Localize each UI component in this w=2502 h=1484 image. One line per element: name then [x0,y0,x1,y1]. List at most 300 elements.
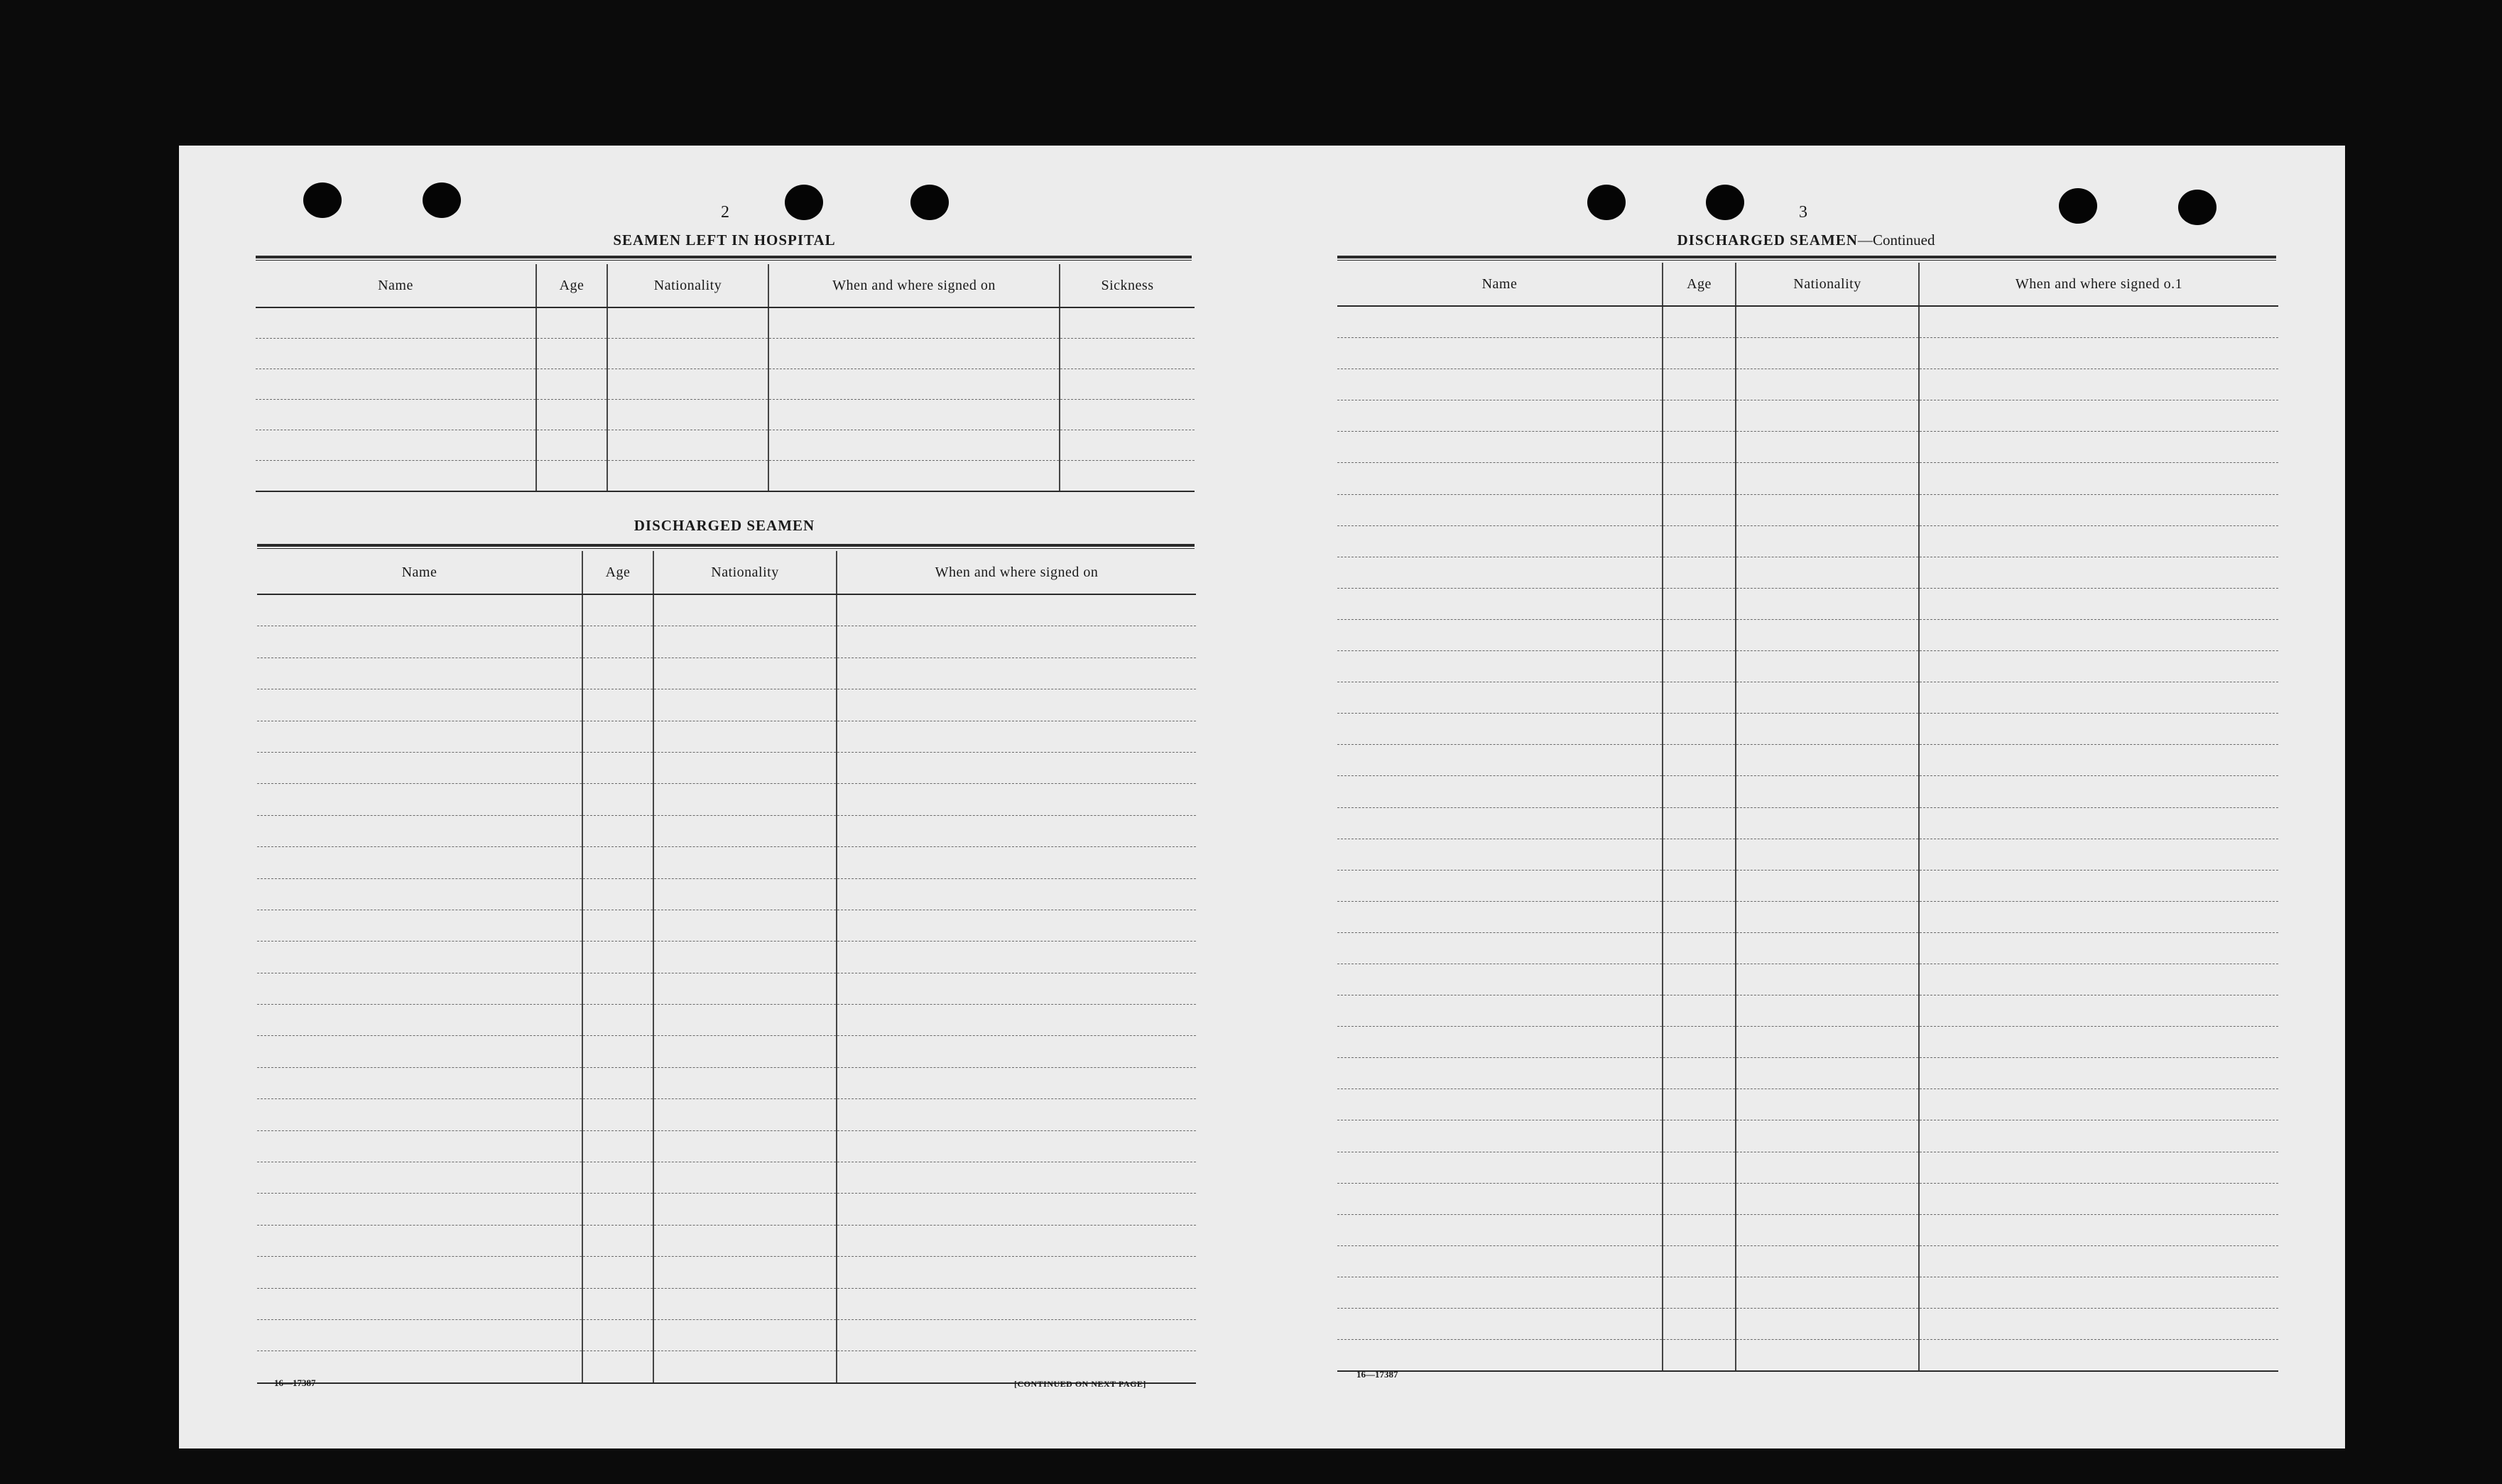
blank-cell [653,1288,837,1319]
blank-cell [257,594,582,626]
blank-cell [1663,1214,1736,1245]
table-row [1337,1152,2278,1183]
blank-cell [837,878,1196,910]
blank-cell [1736,714,1919,745]
blank-cell [1663,588,1736,619]
blank-cell [1337,901,1663,932]
discharged-section-title: DISCHARGED SEAMEN [633,517,815,534]
table-row [257,878,1196,910]
blank-cell [1919,1089,2278,1120]
blank-cell [257,1225,582,1256]
blank-cell [607,430,768,461]
blank-cell [257,752,582,783]
blank-cell [1736,338,1919,369]
blank-cell [1337,995,1663,1027]
table-row [1337,432,2278,463]
table-row [1337,1183,2278,1214]
table-row [257,1288,1196,1319]
blank-cell [1736,807,1919,839]
table-row [1337,1089,2278,1120]
blank-cell [1919,745,2278,776]
blank-cell [1663,369,1736,400]
blank-cell [1919,1152,2278,1183]
blank-cell [653,1099,837,1130]
blank-cell [536,461,607,492]
blank-cell [1919,964,2278,995]
blank-cell [1337,1214,1663,1245]
blank-cell [582,878,653,910]
blank-cell [582,1194,653,1225]
blank-cell [1919,682,2278,714]
blank-cell [653,721,837,752]
blank-cell [1337,1277,1663,1308]
blank-cell [1736,1152,1919,1183]
blank-cell [257,878,582,910]
blank-cell [1919,870,2278,901]
blank-cell [653,1319,837,1351]
blank-cell [257,1194,582,1225]
blank-cell [1736,1340,1919,1372]
blank-cell [1663,964,1736,995]
col-header-name: Name [257,551,582,594]
blank-cell [1736,1089,1919,1120]
blank-cell [1736,588,1919,619]
blank-cell [1663,995,1736,1027]
blank-cell [536,369,607,400]
col-header-nationality: Nationality [1736,263,1919,306]
blank-cell [1736,932,1919,964]
blank-cell [1663,1277,1736,1308]
blank-cell [1919,1120,2278,1152]
blank-cell [257,1005,582,1036]
table-row [1337,901,2278,932]
blank-cell [1736,1214,1919,1245]
blank-cell [837,1319,1196,1351]
table-row [1337,995,2278,1027]
blank-cell [768,430,1060,461]
table-row [1337,1120,2278,1152]
punch-hole [1587,185,1626,220]
table-row [1337,1309,2278,1340]
table-row [256,400,1195,430]
blank-cell [1919,1027,2278,1058]
table-row [257,1162,1196,1194]
blank-cell [1919,932,2278,964]
col-header-age: Age [536,264,607,307]
blank-cell [1663,557,1736,588]
blank-cell [837,752,1196,783]
col-header-signed-on: When and where signed on [837,551,1196,594]
page-number-right: 3 [1799,203,1807,222]
discharged-continued-title [1337,231,2275,249]
table-row [257,942,1196,973]
blank-cell [1337,964,1663,995]
blank-cell [1919,557,2278,588]
blank-cell [257,1067,582,1098]
table-row [257,1194,1196,1225]
table-row [1337,1214,2278,1245]
table-row [1337,807,2278,839]
col-header-name: Name [1337,263,1663,306]
blank-cell [1919,1340,2278,1372]
table-row [257,689,1196,721]
blank-cell [536,430,607,461]
blank-cell [653,1225,837,1256]
blank-cell [653,752,837,783]
blank-cell [1663,1183,1736,1214]
table-row [257,1067,1196,1098]
punch-hole [2178,190,2217,225]
table-row [257,1130,1196,1162]
table-row [1337,463,2278,494]
table-row [257,658,1196,689]
blank-cell [1663,306,1736,338]
blank-cell [653,1351,837,1383]
blank-cell [256,369,536,400]
blank-cell [1663,619,1736,650]
blank-cell [1736,776,1919,807]
blank-cell [257,910,582,941]
page-number-left: 2 [721,203,729,222]
table-row [1337,1340,2278,1372]
table-row [1337,839,2278,870]
blank-cell [1736,525,1919,557]
blank-cell [257,1257,582,1288]
blank-cell [1736,1183,1919,1214]
blank-cell [1919,369,2278,400]
table-row [1337,776,2278,807]
blank-cell [1663,1027,1736,1058]
table-row [1337,369,2278,400]
blank-cell [256,400,536,430]
blank-cell [257,815,582,846]
blank-cell [1337,369,1663,400]
blank-cell [1060,430,1195,461]
blank-cell [1919,1058,2278,1089]
punch-hole [2059,188,2097,224]
blank-cell [768,461,1060,492]
table-row [1337,557,2278,588]
blank-cell [1736,1120,1919,1152]
blank-cell [1337,1245,1663,1277]
blank-cell [257,1319,582,1351]
blank-cell [1736,995,1919,1027]
blank-cell [257,784,582,815]
blank-cell [1919,306,2278,338]
blank-cell [1337,1089,1663,1120]
blank-cell [582,1257,653,1288]
blank-cell [1736,745,1919,776]
table-row [256,430,1195,461]
hospital-top-rule [256,256,1192,261]
blank-cell [607,307,768,339]
table-row [257,784,1196,815]
table-row [1337,964,2278,995]
table-row [1337,714,2278,745]
blank-cell [582,784,653,815]
blank-cell [582,626,653,658]
blank-cell [257,1036,582,1067]
blank-cell [837,689,1196,721]
table-row [1337,494,2278,525]
table-row [256,339,1195,369]
hospital-table [256,264,1195,492]
blank-cell [837,1130,1196,1162]
table-row [1337,588,2278,619]
blank-cell [1919,651,2278,682]
blank-cell [837,815,1196,846]
blank-cell [1736,1027,1919,1058]
table-row [1337,306,2278,338]
col-header-nationality: Nationality [607,264,768,307]
table-row [256,369,1195,400]
blank-cell [837,1005,1196,1036]
table-row [257,1225,1196,1256]
blank-cell [582,1351,653,1383]
blank-cell [1337,1309,1663,1340]
blank-cell [768,369,1060,400]
section-title-text: DISCHARGED SEAMEN [1677,231,1858,249]
blank-cell [653,973,837,1004]
blank-cell [1663,400,1736,432]
blank-cell [653,910,837,941]
blank-cell [1919,619,2278,650]
blank-cell [1663,807,1736,839]
table-row [257,752,1196,783]
blank-cell [768,307,1060,339]
col-header-name: Name [256,264,536,307]
hospital-section-title: SEAMEN LEFT IN HOSPITAL [613,231,836,249]
blank-cell [653,1130,837,1162]
blank-cell [1337,525,1663,557]
blank-cell [837,1257,1196,1288]
blank-cell [1060,369,1195,400]
blank-cell [582,973,653,1004]
blank-cell [582,815,653,846]
blank-cell [1663,1089,1736,1120]
blank-cell [837,1288,1196,1319]
blank-cell [1919,588,2278,619]
blank-cell [582,1319,653,1351]
blank-cell [582,1288,653,1319]
blank-cell [1337,839,1663,870]
blank-cell [653,942,837,973]
col-header-sickness: Sickness [1060,264,1195,307]
blank-cell [837,1194,1196,1225]
blank-cell [1919,776,2278,807]
blank-cell [1337,588,1663,619]
blank-cell [837,784,1196,815]
blank-cell [257,973,582,1004]
discharged-top-rule [257,544,1195,549]
blank-cell [1736,619,1919,650]
blank-cell [607,400,768,430]
table-row [1337,1027,2278,1058]
blank-cell [1663,463,1736,494]
table-row [1337,400,2278,432]
blank-cell [256,461,536,492]
blank-cell [653,1005,837,1036]
blank-cell [1663,494,1736,525]
blank-cell [653,1194,837,1225]
table-row [257,1005,1196,1036]
blank-cell [1337,714,1663,745]
table-row [1337,525,2278,557]
blank-cell [1663,1340,1736,1372]
blank-cell [1663,901,1736,932]
blank-cell [257,847,582,878]
table-row [1337,1058,2278,1089]
blank-cell [653,847,837,878]
blank-cell [1337,400,1663,432]
blank-cell [1736,306,1919,338]
blank-cell [837,1036,1196,1067]
blank-cell [582,1067,653,1098]
col-header-age: Age [1663,263,1736,306]
blank-cell [256,339,536,369]
blank-cell [1337,306,1663,338]
blank-cell [1919,494,2278,525]
table-row [1337,870,2278,901]
blank-cell [1060,400,1195,430]
blank-cell [1337,557,1663,588]
punch-hole [910,185,949,220]
blank-cell [1919,338,2278,369]
blank-cell [607,461,768,492]
blank-cell [837,973,1196,1004]
table-row [1337,745,2278,776]
blank-cell [1337,1152,1663,1183]
table-row [257,721,1196,752]
blank-cell [1663,839,1736,870]
table-row [257,1319,1196,1351]
blank-cell [1919,1309,2278,1340]
blank-cell [1736,1309,1919,1340]
table-row [257,973,1196,1004]
blank-cell [536,307,607,339]
blank-cell [653,689,837,721]
blank-cell [837,847,1196,878]
blank-cell [1060,461,1195,492]
blank-cell [582,658,653,689]
table-row [1337,932,2278,964]
blank-cell [768,400,1060,430]
blank-cell [257,1099,582,1130]
blank-cell [837,594,1196,626]
blank-cell [1919,1245,2278,1277]
table-row [1337,1277,2278,1308]
blank-cell [837,658,1196,689]
table-row [1337,651,2278,682]
blank-cell [582,1162,653,1194]
blank-cell [257,1288,582,1319]
blank-cell [607,339,768,369]
blank-cell [1736,870,1919,901]
blank-cell [1919,1277,2278,1308]
form-number-left: 16—17387 [274,1377,316,1388]
blank-cell [1663,682,1736,714]
blank-cell [1663,525,1736,557]
blank-cell [582,910,653,941]
table-row [257,1036,1196,1067]
table-row [1337,619,2278,650]
blank-cell [256,430,536,461]
blank-cell [1736,494,1919,525]
blank-cell [653,1257,837,1288]
blank-cell [1736,1058,1919,1089]
blank-cell [1663,870,1736,901]
blank-cell [1919,432,2278,463]
blank-cell [257,942,582,973]
blank-cell [1663,1245,1736,1277]
col-header-signed-on: When and where signed on [768,264,1060,307]
blank-cell [1337,432,1663,463]
blank-cell [1736,369,1919,400]
blank-cell [1919,463,2278,494]
blank-cell [1663,1058,1736,1089]
blank-cell [1663,932,1736,964]
blank-cell [653,1036,837,1067]
blank-cell [1337,1027,1663,1058]
blank-cell [1337,870,1663,901]
blank-cell [1736,557,1919,588]
blank-cell [1919,1183,2278,1214]
blank-cell [1919,839,2278,870]
table-row [257,910,1196,941]
blank-cell [653,815,837,846]
form-number-right: 16—17387 [1356,1369,1398,1380]
blank-cell [1919,995,2278,1027]
blank-cell [256,307,536,339]
punch-hole [1706,185,1744,220]
blank-cell [1663,776,1736,807]
col-header-age: Age [582,551,653,594]
blank-cell [1736,964,1919,995]
blank-cell [1736,1277,1919,1308]
blank-cell [653,626,837,658]
table-row [256,461,1195,492]
blank-cell [1736,839,1919,870]
punch-hole [303,182,342,218]
blank-cell [837,910,1196,941]
blank-cell [257,658,582,689]
blank-cell [1663,432,1736,463]
punch-hole [423,182,461,218]
blank-cell [837,721,1196,752]
blank-cell [536,400,607,430]
blank-cell [1337,1183,1663,1214]
col-header-signed-on: When and where signed o.1 [1919,263,2278,306]
blank-cell [837,1099,1196,1130]
blank-cell [1919,400,2278,432]
blank-cell [1736,651,1919,682]
blank-cell [1736,901,1919,932]
blank-cell [607,369,768,400]
blank-cell [1337,338,1663,369]
blank-cell [1060,307,1195,339]
blank-cell [653,594,837,626]
blank-cell [582,1036,653,1067]
continued-top-rule [1337,256,2276,261]
blank-cell [1337,745,1663,776]
blank-cell [837,1162,1196,1194]
blank-cell [582,1099,653,1130]
blank-cell [582,689,653,721]
blank-cell [257,721,582,752]
blank-cell [582,1130,653,1162]
section-title-suffix: —Continued [1857,231,1935,249]
blank-cell [653,1067,837,1098]
